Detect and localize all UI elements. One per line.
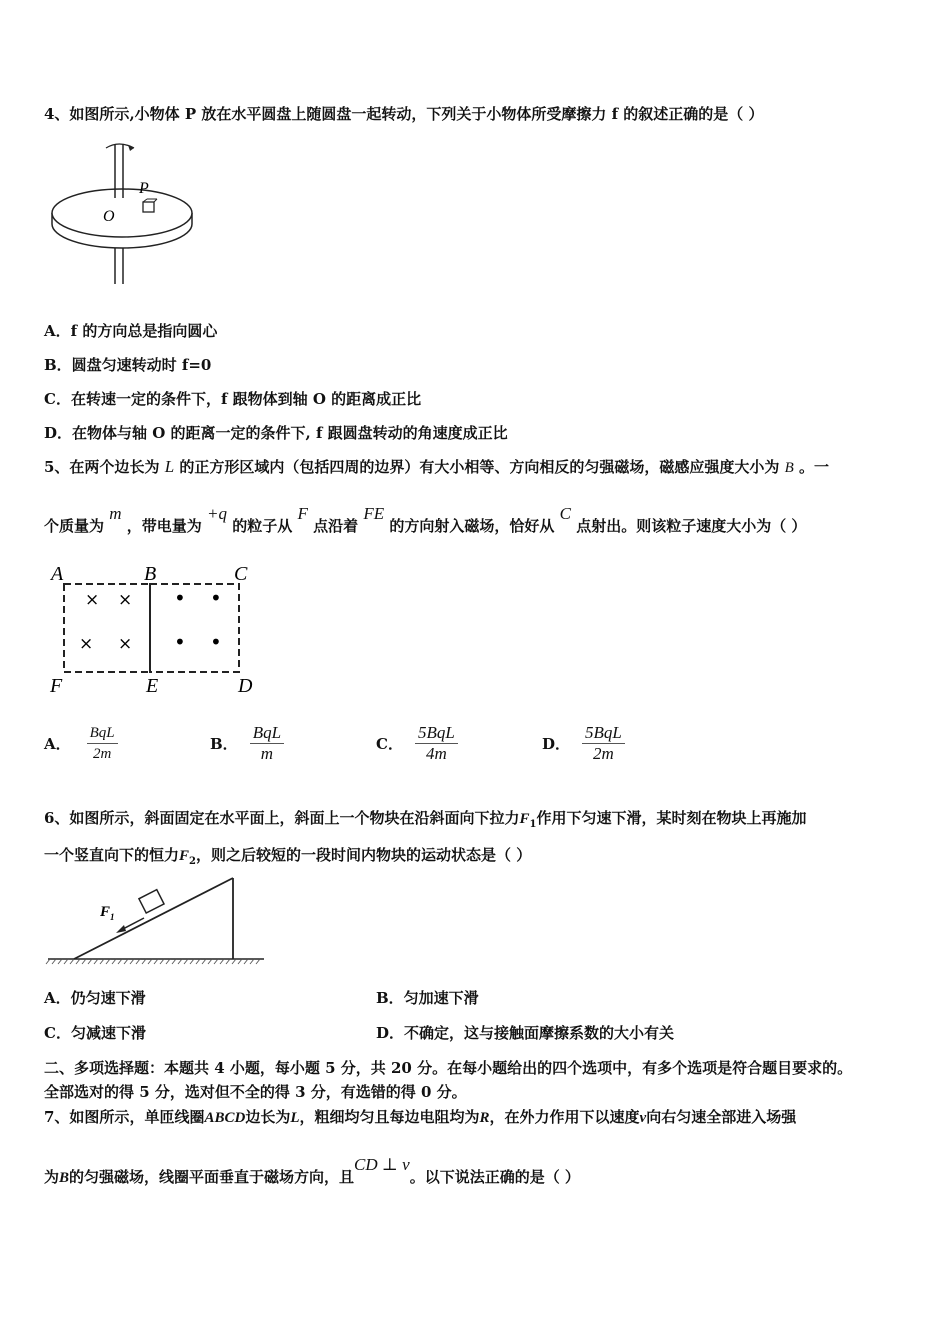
disk-label-o: O: [103, 208, 115, 225]
field-out-4: •: [210, 630, 222, 654]
field-out-3: •: [174, 630, 186, 654]
q5-option-d: D． $\frac{\text{5BqL}}{2m}$: [542, 723, 625, 764]
q4-option-a: A．f 的方向总是指向圆心: [44, 322, 218, 340]
q6-stem-line1: 6、如图所示，斜面固定在水平面上，斜面上一个物块在沿斜面向下拉力$F_1$作用下匀速下滑，某时刻在物块上再施加: [44, 809, 807, 830]
q6-option-d: D．不确定，这与接触面摩擦系数的大小有关: [376, 1024, 675, 1042]
symbol-l: L: [164, 457, 175, 476]
q6-option-a: A．仍匀速下滑: [44, 989, 146, 1007]
symbol-c: C: [559, 504, 571, 523]
cd-perp-v: CD ⊥ v: [354, 1155, 410, 1174]
symbol-m: m: [109, 504, 122, 523]
symbol-fe: FE: [363, 504, 385, 523]
q4-option-c: C．在转速一定的条件下，f 跟物体到轴 O 的距离成正比: [44, 390, 422, 408]
corner-label-d: D: [238, 675, 253, 697]
q4-rotating-disk-figure: [44, 138, 204, 288]
symbol-f1: F: [519, 811, 530, 827]
corner-label-b: B: [144, 563, 157, 585]
fraction-b: $\frac{\text{BqL}}{m}$: [250, 723, 284, 764]
fraction-c: $\frac{\text{5BqL}}{4m}$: [415, 723, 458, 764]
q5-option-a: A． $\frac{\text{BqL}}{2m}$: [44, 723, 118, 764]
symbol-f2: F: [179, 848, 190, 864]
q6-stem-line2: 一个竖直向下的恒力$F_2$，则之后较短的一段时间内物块的运动状态是（ ）: [44, 846, 532, 867]
field-into-2: ×: [118, 590, 133, 610]
fraction-d: $\frac{\text{5BqL}}{2m}$: [582, 723, 625, 764]
corner-label-e: E: [146, 675, 159, 697]
q7-stem-line2: 为B的匀强磁场，线圈平面垂直于磁场方向，且CD ⊥ v。以下说法正确的是（ ）: [44, 1155, 580, 1186]
symbol-l: L: [290, 1110, 300, 1126]
q5-magnetic-field-figure: [44, 560, 274, 700]
q6-incline-figure: [44, 872, 269, 967]
symbol-b: B: [59, 1170, 70, 1186]
symbol-abcd: ABCD: [204, 1110, 246, 1126]
q5-option-c: C． $\frac{\text{5BqL}}{4m}$: [376, 723, 458, 764]
q5-option-b: B． $\frac{\text{BqL}}{m}$: [210, 723, 284, 764]
field-out-2: •: [210, 586, 222, 610]
incline-label-f1: $F_1$: [100, 904, 115, 922]
field-into-1: ×: [85, 590, 100, 610]
fraction-a: $\frac{\text{BqL}}{2m}$: [87, 723, 118, 764]
q6-option-b: B．匀加速下滑: [376, 989, 479, 1007]
q4-stem: 4、如图所示,小物体 P 放在水平圆盘上随圆盘一起转动，下列关于小物体所受摩擦力 f 的叙述正确的是（ ）: [44, 105, 764, 123]
section2-heading-line1: 二、多项选择题：本题共 4 小题，每小题 5 分，共 20 分。在每小题给出的四个选项中，有多个选项是符合题目要求的。: [44, 1059, 853, 1077]
symbol-q: +q: [207, 504, 227, 523]
symbol-f: F: [297, 504, 308, 523]
q5-stem-line1: 5、在两个边长为 L 的正方形区域内（包括四周的边界）有大小相等、方向相反的匀强磁场，磁感应强度大小为 B 。一: [44, 457, 830, 476]
disk-label-p: P: [139, 180, 149, 197]
q7-stem-line1: 7、如图所示，单匝线圈ABCD边长为L，粗细均匀且每边电阻均为R，在外力作用下以速度v向右匀速全部进入场强: [44, 1108, 797, 1126]
corner-label-a: A: [51, 563, 64, 585]
section2-heading-line2: 全部选对的得 5 分，选对但不全的得 3 分，有选错的得 0 分。: [44, 1083, 467, 1101]
symbol-r: R: [479, 1110, 490, 1126]
symbol-b: B: [784, 460, 794, 476]
field-out-1: •: [174, 586, 186, 610]
q4-option-d: D．在物体与轴 O 的距离一定的条件下, f 跟圆盘转动的角速度成正比: [44, 424, 508, 442]
corner-label-c: C: [234, 563, 248, 585]
field-into-3: ×: [79, 634, 94, 654]
q5-stem-line2: 个质量为 m ，带电量为 +q 的粒子从 F 点沿着 FE 的方向射入磁场，恰好从 C 点射出。则该粒子速度大小为（ ）: [44, 504, 807, 535]
symbol-v: v: [639, 1110, 647, 1126]
q4-option-b: B．圆盘匀速转动时 f=0: [44, 356, 212, 374]
q6-option-c: C．匀减速下滑: [44, 1024, 146, 1042]
field-into-4: ×: [118, 634, 133, 654]
corner-label-f: F: [50, 675, 63, 697]
